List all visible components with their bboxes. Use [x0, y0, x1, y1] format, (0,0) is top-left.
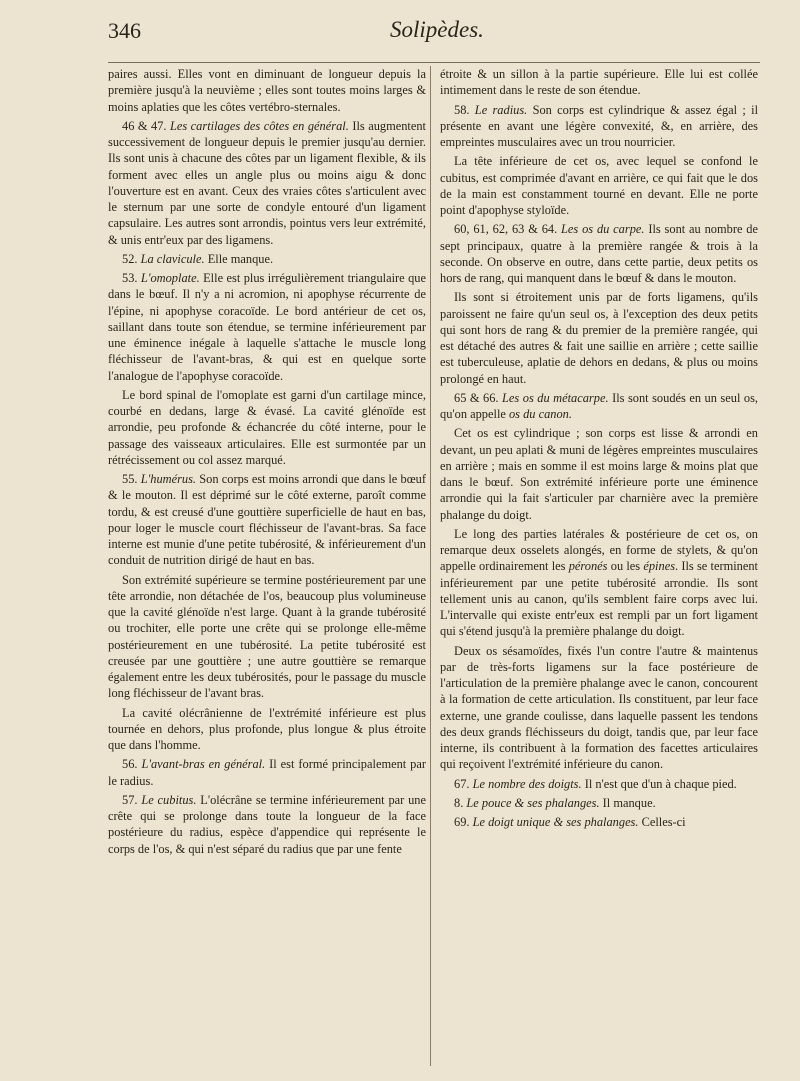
section-title: Les os du métacarpe.	[502, 390, 609, 405]
paragraph-doigt-unique: 69. Le doigt unique & ses phalanges. Celles-ci	[454, 815, 686, 829]
section-title: Le pouce & ses phalanges.	[466, 795, 600, 810]
term: péronés	[568, 559, 608, 574]
column-separator	[430, 66, 431, 1066]
section-title: Le cubitus.	[141, 792, 197, 807]
page-header	[108, 18, 760, 58]
right-column	[440, 66, 758, 1056]
paragraph: Deux os sésamoïdes, fixés l'un contre l'autre & maintenus par de très-forts ligamens sur la face postérieure de l'articulation de la première phalange avec le canon, concourent à la formation de cette articulation. Ils constituent, par leur face externe, une grande coulisse, dans laquelle passent les tendons des deux grands fléchisseurs du doigt, tandis que, par leur face interne, ils contribuent à la formation des facettes articulaires qui reçoivent l'extrémité inférieure du canon.	[440, 643, 758, 772]
section-title: L'avant-bras en général.	[141, 757, 266, 772]
term: os du canon.	[508, 407, 572, 421]
paragraph: Son extrémité supérieure se termine postérieurement par une tête arrondie, non détachée de l'os, beaucoup plus volumineuse que la cavité glénoïde n'est large. Quant à la grande tubérosité ou trochiter, elle porte une crête qui se prolonge elle-même postérieurement en une tubérosité. La petite tubérosité est creusée par une gouttière ; une autre gouttière se remarque également entre les deux tubérosités, pour le passage du muscle long fléchisseur de l'avant bras.	[108, 572, 426, 701]
paragraph-radius: 58. Le radius. Son corps est cylindrique & assez égal ; il présente en avant une légère convexité, &, en arrière, des empreintes musculaires avec un trou nourricier.	[440, 102, 758, 149]
running-title: Solipèdes.	[390, 17, 484, 42]
paragraph: Le bord spinal de l'omoplate est garni d'un cartilage mince, courbé en dedans, large & évasé. La cavité glénoïde est arrondie, peu profonde & échancrée du côté interne, pour le passage des vaisseaux articulaires. Elle est surmontée par un rétrécissement ou col assez marqué.	[108, 387, 426, 467]
section-title: L'humérus.	[140, 472, 197, 486]
section-title: L'omoplate.	[140, 271, 200, 285]
header-rule	[108, 62, 760, 63]
left-column	[108, 66, 426, 1056]
section-title: Les os du carpe.	[561, 222, 645, 237]
paragraph-peronés: Le long des parties latérales & postérieure de cet os, on remarque deux osselets alongés, en forme de stylets, & qu'on appelle ordinairement les péronés ou les épines. Ils se terminent inférieurement par une petite tubérosité arrondie. Ils sont tellement unis au canon, qu'ils semblent faire corps avec lui. L'intervalle qui existe entr'eux est rempli par un fort ligament qui s'étend jusqu'à la première phalange du doigt.	[440, 526, 758, 639]
paragraph: La cavité olécrânienne de l'extrémité inférieure est plus tournée en dehors, plus profonde, plus longue & plus étroite que dans l'homme.	[108, 705, 426, 752]
paragraph: La tête inférieure de cet os, avec lequel se confond le cubitus, est comprimée d'avant en arrière, ce qui fait que le dos de la main est constamment tourné en devant. Elle ne porte point d'apophyse styloïde.	[440, 154, 758, 217]
paragraph-clavicule: 52. La clavicule. Elle manque.	[122, 251, 274, 266]
paragraph: Cet os est cylindrique ; son corps est lisse & arrondi en devant, un peu aplati & muni de légères empreintes musculaires en arrière ; mais en somme il est moins large & moins plat que dans le bœuf. Son extrémité inférieure porte une éminence arrondie qui la fait s'articuler par charnière avec la première phalange du doigt.	[440, 426, 758, 522]
paragraph: Ils sont si étroitement unis par de forts ligamens, qu'ils paroissent ne faire qu'un seul os, à l'exception des deux petits qui sont hors de rang & du premier de la première rangée, qui est détaché des autres & fait une saillie en arrière ; cette saillie est tuberculeuse, aplatie de dehors en dedans, & plus ou moins prolongé en haut.	[440, 290, 758, 386]
paragraph-omoplate: 53. L'omoplate. Elle est plus irrégulièrement triangulaire que dans le bœuf. Il n'y a ni acromion, ni apophyse récurrente de l'épine, ni apophyse coracoïde. Le bord antérieur de cet os, saillant dans toute son étendue, se termine inférieurement par une éminence inégale à laquelle s'attache le muscle long fléchisseur de l'avant-bras, & qui est en quelque sorte l'analogue de l'apophyse coracoïde.	[108, 271, 426, 383]
paragraph: paires aussi. Elles vont en diminuant de longueur depuis la première jusqu'à la neuvième ; elles sont toutes moins larges & moins aplaties que les côtes vertébro-sternales.	[108, 67, 426, 114]
paragraph-cubitus: 57. Le cubitus. L'olécrâne se termine inférieurement par une crête qui se prolonge dans toute la longueur de la face postérieure du radius, espèce d'appendice qui représente le corps de l'os, & qui n'est séparé du radius que par une fente	[108, 792, 426, 856]
paragraph-avant-bras: 56. L'avant-bras en général. Il est formé principalement par le radius.	[108, 757, 426, 788]
term: épines	[643, 559, 676, 574]
paragraph-metacarpe: 65 & 66. Les os du métacarpe. Ils sont soudés en un seul os, qu'on appelle os du canon.	[440, 390, 758, 421]
paragraph: étroite & un sillon à la partie supérieure. Elle lui est collée intimement dans le reste de son étendue.	[440, 67, 758, 98]
paragraph-pouce: 8. Le pouce & ses phalanges. Il manque.	[454, 795, 656, 810]
paragraph-humerus: 55. L'humérus. Son corps est moins arrondi que dans le bœuf & le mouton. Il est déprimé sur le côté externe, paroît comme tordu, & est creusé d'une gouttière superficielle de haut en bas, pour loger le muscle court fléchisseur de l'avant-bras. Sa face interne est munie d'une petite tubérosité, & inférieurement d'un conduit de nutrition dirigé de haut en bas.	[108, 472, 426, 568]
page-number: 346	[108, 18, 141, 43]
section-title: Le doigt unique & ses phalanges.	[472, 815, 639, 829]
section-title: Le radius.	[474, 102, 528, 117]
section-title: La clavicule.	[140, 251, 205, 266]
section-title: Le nombre des doigts.	[472, 776, 582, 791]
section-title: Les cartilages des côtes en général.	[169, 118, 349, 133]
paragraph-doigts: 67. Le nombre des doigts. Il n'est que d'un à chaque pied.	[454, 776, 737, 791]
paragraph-carpe: 60, 61, 62, 63 & 64. Les os du carpe. Ils sont au nombre de sept principaux, quatre à la première rangée & trois à la seconde. On observe en outre, dans cette partie, deux petits os hors de rang, qui manquent dans le bœuf & dans le mouton.	[440, 222, 758, 285]
paragraph-cartilages: 46 & 47. Les cartilages des côtes en général. Ils augmentent successivement de longueur depuis le premier jusqu'au dernier. Ils sont unis à chacune des côtes par un ligament flexible, & ils forment avec elles un angle plus ou moins aigu & donc l'ouverture est en avant. Ceux des vraies côtes s'articulent avec le sternum par une sorte de condyle entouré d'un ligament capsulaire. Les autres sont arrondis, pointus vers leur extrémité, & unis entr'eux par des ligamens.	[108, 118, 426, 247]
